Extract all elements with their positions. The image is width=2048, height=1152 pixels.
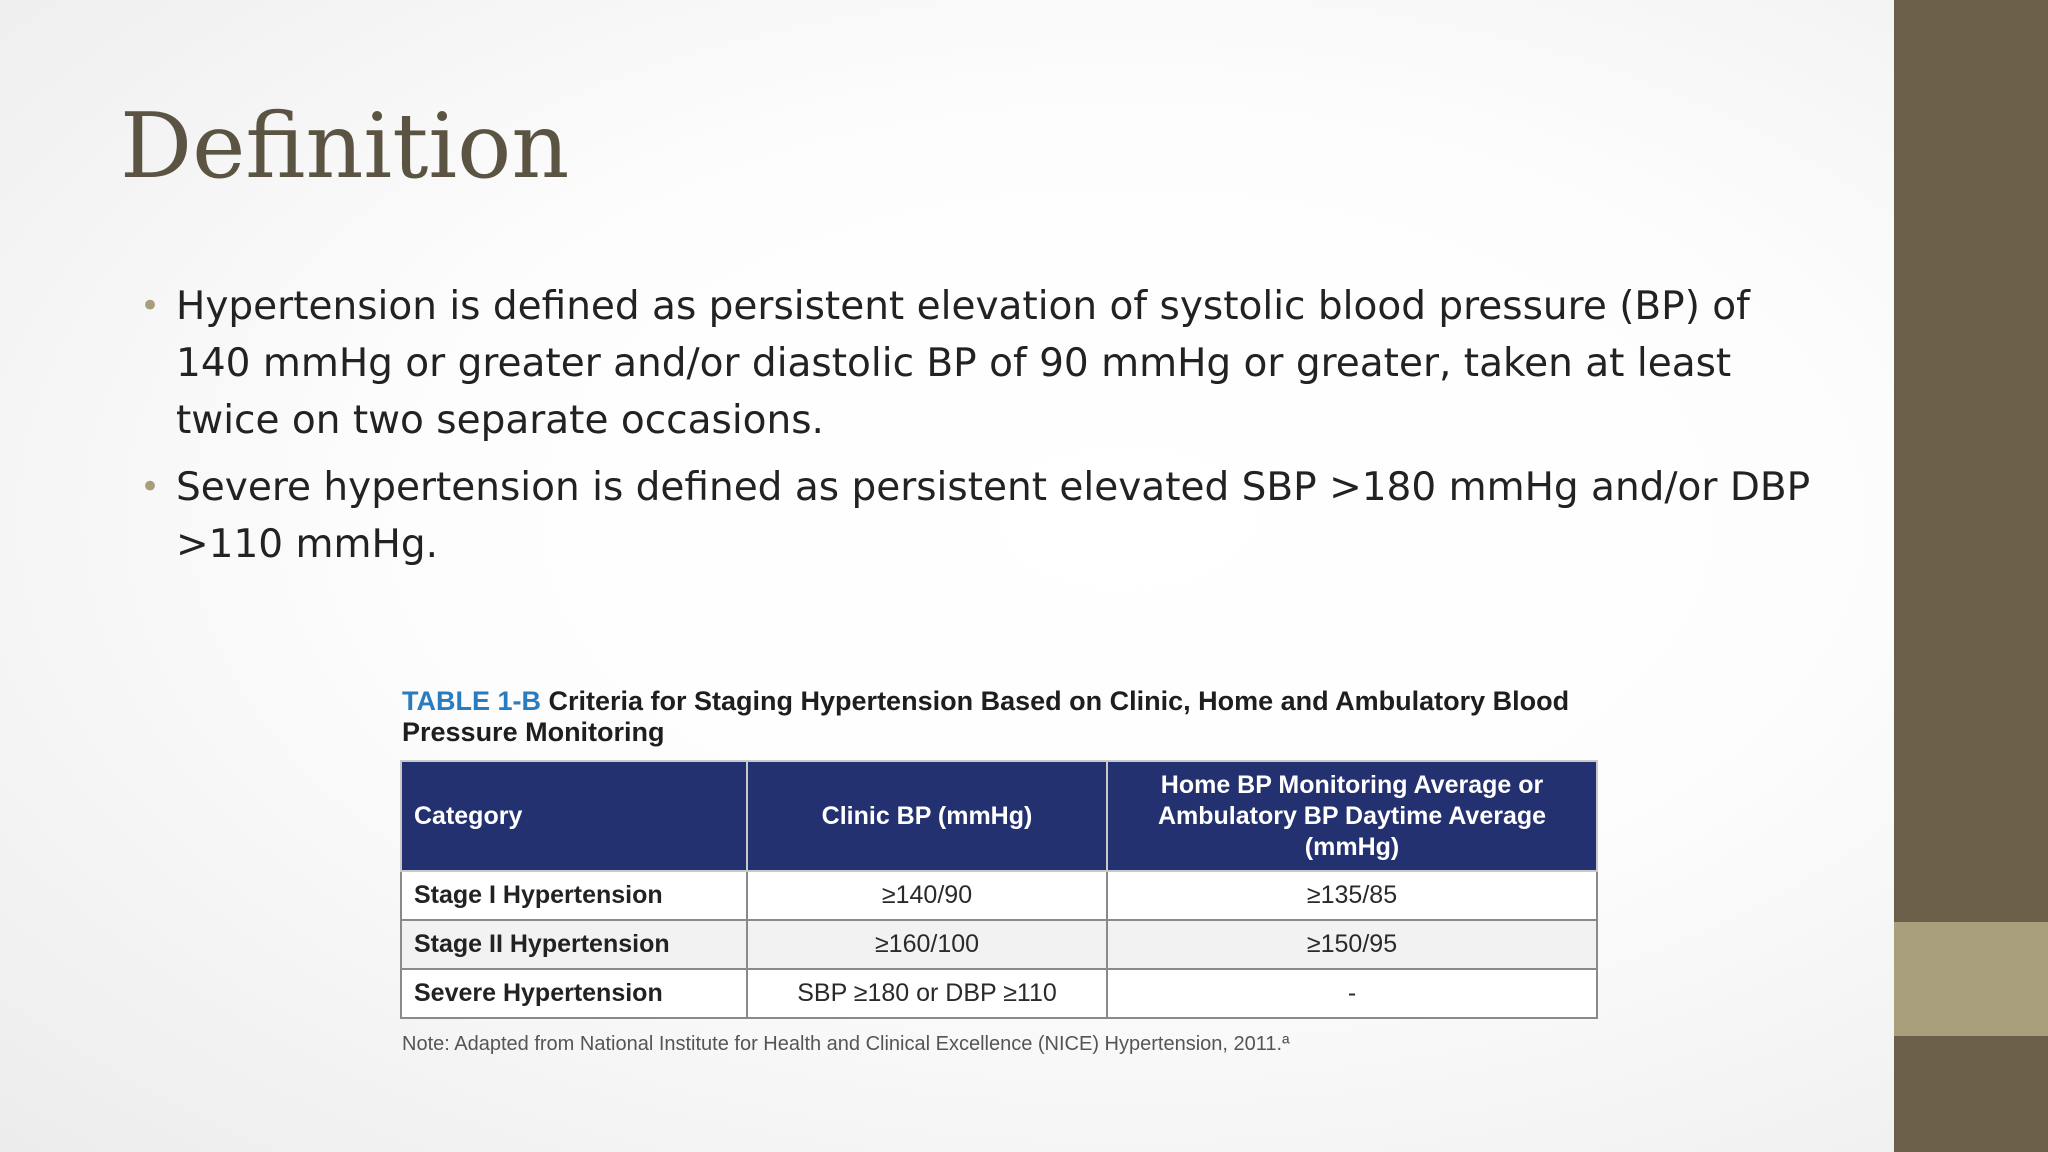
cell-home-bp: ≥135/85 (1107, 871, 1597, 920)
bullet-list (136, 278, 1816, 583)
cell-category: Stage I Hypertension (401, 871, 747, 920)
bullet-text: Hypertension is defined as persistent elevation of systolic blood pressure (BP) of 140 mmHg or greater and/or diastolic BP of 90 mmHg or greater, taken at least twice on two separate occasions. (176, 284, 1750, 443)
bullet-dot-icon: • (140, 467, 161, 507)
table-header-row (401, 761, 1597, 871)
cell-clinic-bp: ≥140/90 (747, 871, 1107, 920)
side-bar-accent (1894, 922, 2048, 1036)
bullet-item (136, 459, 1816, 573)
cell-home-bp: - (1107, 969, 1597, 1018)
cell-clinic-bp: SBP ≥180 or DBP ≥110 (747, 969, 1107, 1018)
header-clinic-bp: Clinic BP (mmHg) (747, 761, 1107, 871)
table-caption (402, 686, 1596, 748)
staging-table (400, 760, 1598, 1019)
bullet-item (136, 278, 1816, 449)
header-home-ambulatory-bp: Home BP Monitoring Average or Ambulatory BP Daytime Average (mmHg) (1107, 761, 1597, 871)
table-label: TABLE 1-B (402, 686, 541, 716)
bullet-dot-icon: • (140, 286, 161, 326)
table-row (401, 969, 1597, 1018)
cell-category: Stage II Hypertension (401, 920, 747, 969)
table-caption-text: Criteria for Staging Hypertension Based on Clinic, Home and Ambulatory Blood Pressure Monitoring (402, 686, 1570, 747)
cell-clinic-bp: ≥160/100 (747, 920, 1107, 969)
staging-table-figure (400, 686, 1596, 1056)
table-row (401, 871, 1597, 920)
table-row (401, 920, 1597, 969)
cell-category: Severe Hypertension (401, 969, 747, 1018)
bullet-text: Severe hypertension is defined as persistent elevated SBP >180 mmHg and/or DBP >110 mmHg. (176, 465, 1811, 567)
table-note: Note: Adapted from National Institute for Health and Clinical Excellence (NICE) Hypertension, 2011.ª (402, 1033, 1290, 1055)
header-category: Category (401, 761, 747, 871)
slide-title: Definition (120, 94, 570, 199)
cell-home-bp: ≥150/95 (1107, 920, 1597, 969)
